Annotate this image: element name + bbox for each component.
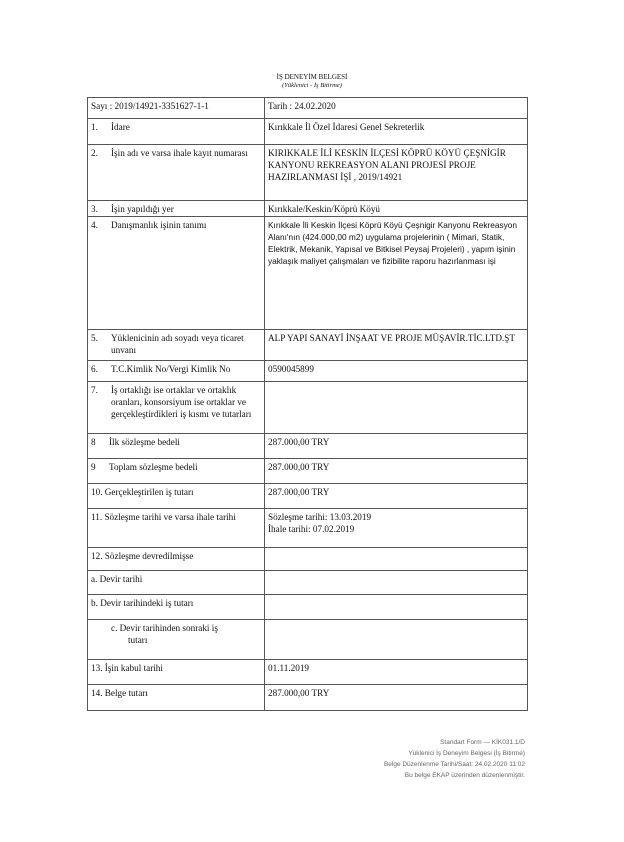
row-3-number: 3. <box>91 204 98 214</box>
row-12-label: 12. Sözleşme devredilmişse <box>88 548 265 571</box>
table-row-14 <box>88 685 528 711</box>
row-7-value <box>265 382 528 434</box>
row-12-value <box>265 548 528 571</box>
row-3-label: İşin yapıldığı yer <box>111 204 174 214</box>
row-5-label-wrap <box>91 332 261 356</box>
row-10-label: 10. Gerçekleştirilen iş tutarı <box>88 484 265 509</box>
footer-ekap-note: Bu belge EKAP üzerinden düzenlenmiştir. <box>404 772 525 779</box>
row-9-label: Toplam sözleşme bedeli <box>109 462 198 472</box>
contract-date: Sözleşme tarihi: 13.03.2019 <box>268 512 372 522</box>
row-12b-value <box>265 595 528 620</box>
document-subtitle: (Yüklenici - İş Bitirme) <box>282 82 342 89</box>
row-2-number: 2. <box>91 148 98 158</box>
table-row-1 <box>88 119 528 145</box>
row-8-value: 287.000,00 TRY <box>265 434 528 459</box>
row-2-value: KIRIKKALE İLİ KESKİN İLÇESİ KÖPRÜ KÖYÜ ÇEŞNİGİR KANYONU REKREASYON ALANI PROJESİ PROJE HAZIRLANMASI İŞİ , 2019/14921 <box>265 145 528 201</box>
row-13-label: 13. İşin kabul tarihi <box>88 660 265 685</box>
row-2-label: İşin adı ve varsa ihale kayıt numarası <box>111 148 248 158</box>
row-6-value: 0590045899 <box>265 361 528 382</box>
row-6-label-wrap <box>91 363 261 375</box>
row-12c-label: c. Devir tarihinden sonraki iş <box>111 623 218 633</box>
tender-date: İhale tarihi: 07.02.2019 <box>268 524 355 534</box>
row-6-label: T.C.Kimlik No/Vergi Kimlik No <box>111 364 231 374</box>
row-5-value: ALP YAPI SANAYİ İNŞAAT VE PROJE MÜŞAVİR.TİC.LTD.ŞT <box>265 330 528 361</box>
table-row-8 <box>88 434 528 459</box>
row-4-label-wrap <box>91 219 261 231</box>
table-row-12b <box>88 595 528 620</box>
row-4-value: Kırıkkale İli Keskin İlçesi Köprü Köyü Çeşnigir Kanyonu Rekreasyon Alanı'nın (424.000,00 m2) uygulama projelerinin ( Mimari, Statik, Elektrik, Mekanik, Yapısal ve Bitkisel Peysaj Projeleri) , yapım işinin yaklaşık maliyet çalışmaları ve fizibilite raporu hazırlanması işi <box>265 217 528 330</box>
table-row-6 <box>88 361 528 382</box>
row-8-label: İlk sözleşme bedeli <box>109 437 180 447</box>
document-date: Tarih : 24.02.2020 <box>265 98 528 119</box>
table-row-13 <box>88 660 528 685</box>
table-row-12c <box>88 620 528 660</box>
table-row-9 <box>88 459 528 484</box>
footer-form-code: Standart Form — KİK031.1/D <box>440 739 525 746</box>
row-12c-value <box>265 620 528 660</box>
row-9-label-wrap <box>91 461 261 473</box>
row-12c-label-cont: tutarı <box>128 635 148 645</box>
table-row-11 <box>88 509 528 548</box>
row-3-label-wrap <box>91 203 261 215</box>
row-8-number: 8 <box>91 437 96 447</box>
row-7-label-wrap <box>91 384 261 420</box>
row-2-label-wrap <box>91 147 261 159</box>
experience-certificate-table <box>87 97 528 711</box>
row-1-value: Kırıkkale İl Özel İdaresi Genel Sekreterlik <box>265 119 528 145</box>
row-4-number: 4. <box>91 220 98 230</box>
table-row-3 <box>88 201 528 217</box>
row-8-label-wrap <box>91 436 261 448</box>
table-row-4 <box>88 217 528 330</box>
row-12a-label: a. Devir tarihi <box>88 571 265 595</box>
table-row-12a <box>88 571 528 595</box>
table-row-12 <box>88 548 528 571</box>
row-5-number: 5. <box>91 333 98 343</box>
row-1-number: 1. <box>91 122 98 132</box>
table-row-7 <box>88 382 528 434</box>
footer-issue-datetime: Belge Düzenlenme Tarihi/Saat: 24.02.2020 11:02 <box>383 761 525 768</box>
row-10-value: 287.000,00 TRY <box>265 484 528 509</box>
row-14-value: 287.000,00 TRY <box>265 685 528 711</box>
row-7-number: 7. <box>91 385 98 395</box>
row-3-value: Kırıkkale/Keskin/Köprü Köyü <box>265 201 528 217</box>
row-12a-value <box>265 571 528 595</box>
table-row-5 <box>88 330 528 361</box>
row-9-value: 287.000,00 TRY <box>265 459 528 484</box>
row-14-label: 14. Belge tutarı <box>88 685 265 711</box>
table-row-2 <box>88 145 528 201</box>
document-title: İŞ DENEYİM BELGESİ <box>276 73 348 81</box>
row-11-label: 11. Sözleşme tarihi ve varsa ihale tarihi <box>88 509 265 548</box>
row-12b-label: b. Devir tarihindeki iş tutarı <box>88 595 265 620</box>
row-7-label: İş ortaklığı ise ortaklar ve ortaklık oranları, konsorsiyum ise ortaklar ve gerçekleştirdikleri iş kısmı ve tutarları <box>111 385 252 419</box>
row-6-number: 6. <box>91 364 98 374</box>
row-4-label: Danışmanlık işinin tanımı <box>111 220 207 230</box>
row-5-label: Yüklenicinin adı soyadı veya ticaret unvanı <box>111 333 244 355</box>
table-row-header <box>88 98 528 119</box>
row-9-number: 9 <box>91 462 96 472</box>
row-1-label-wrap <box>91 121 261 133</box>
row-13-value: 01.11.2019 <box>265 660 528 685</box>
reference-number: Sayı : 2019/14921-3351627-1-1 <box>88 98 265 119</box>
table-row-10 <box>88 484 528 509</box>
footer-form-name: Yüklenici İş Deneyim Belgesi (İş Bitirme) <box>408 750 525 757</box>
row-1-label: İdare <box>111 122 130 132</box>
